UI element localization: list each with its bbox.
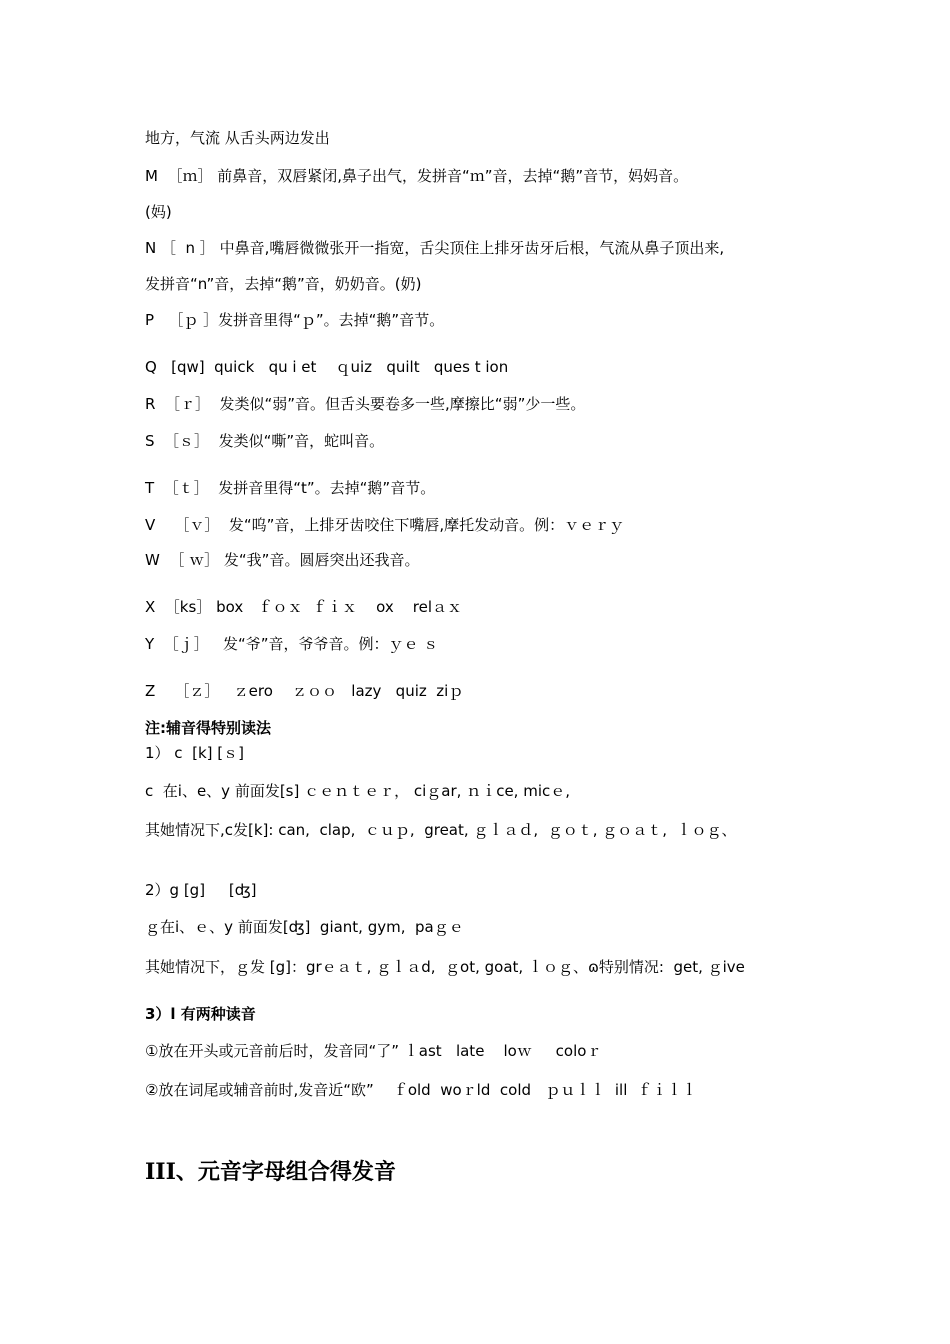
line-m-continued: (妈) <box>145 203 172 221</box>
section-l-heading: 3）l 有两种读音 <box>145 1005 256 1023</box>
line-l-clear: ①放在开头或元音前后时，发音同“了” ｌast late loｗ coloｒ <box>145 1042 602 1060</box>
line-y: Y ［ｊ］ 发“爷”音，爷爷音。例：ｙｅ ｓ <box>145 635 439 653</box>
line-q: Q [qw] quick qu i et ｑuiz quilt ques t ion <box>145 358 509 376</box>
line-n-continued: 发拼音“n”音，去掉“鹅”音，奶奶音。(奶) <box>145 275 422 293</box>
line-p: P ［ｐ ］发拼音里得“ｐ”。去掉“鹅”音节。 <box>145 311 445 329</box>
section-note-heading: 注:辅音得特别读法 <box>145 719 271 737</box>
line-g-hard: 其她情况下，ｇ发 [g]：grｅａｔ, ｇｌａd, ｇot, goat, ｌｏｇ、ɷ特别情况: get, ｇive <box>145 958 745 976</box>
line-l-dark: ②放在词尾或辅音前时,发音近“欧” ｆold woｒld cold ｐｕｌｌ ill ｆｉｌｌ <box>145 1081 697 1099</box>
line-c-soft: c 在i、e、y 前面发[s] ｃｅｎｔｅｒ， ciｇar, ｎｉce, micｅ, <box>145 782 570 800</box>
line-intro: 地方，气流 从舌头两边发出 <box>145 129 330 147</box>
line-g-soft: ｇ在i、ｅ、y 前面发[ʤ] giant, gym, paｇｅ <box>145 918 464 936</box>
line-c-hard: 其她情况下,c发[k]: can, clap, ｃｕｐ, great, ｇｌａｄ, ｇｏｔ, ｇｏａｔ, ｌｏｇ、 <box>145 821 737 839</box>
line-c-rule: 1） c [k] [ｓ] <box>145 744 244 762</box>
line-s: S ［ｓ］ 发类似“嘶”音，蛇叫音。 <box>145 432 385 450</box>
line-x: X ［ks］ box ｆｏｘ ｆｉｘ ox relａｘ <box>145 598 463 616</box>
line-v: V ［ｖ］ 发“呜”音，上排牙齿咬住下嘴唇,摩托发动音。例：ｖｅｒｙ <box>145 516 625 534</box>
line-t: T ［ｔ］ 发拼音里得“t”。去掉“鹅”音节。 <box>145 479 436 497</box>
line-z: Z ［ｚ］ ｚero ｚｏｏ lazy quiz ziｐ <box>145 682 464 700</box>
line-w: W ［ ｗ］ 发“我”音。圆唇突出还我音。 <box>145 551 420 569</box>
section-heading-vowel-combinations: III、元音字母组合得发音 <box>145 1159 396 1185</box>
line-m-description: M ［ｍ］ 前鼻音，双唇紧闭,鼻子出气，发拼音“ｍ”音，去掉“鹅”音节，妈妈音。 <box>145 167 689 185</box>
line-n-description: N ［ n ］ 中鼻音,嘴唇微微张开一指宽，舌尖顶住上排牙齿牙后根，气流从鼻子顶出来, <box>145 239 725 257</box>
line-g-rule: 2）g [g] [ʤ] <box>145 881 257 899</box>
line-r: R ［ｒ］ 发类似“弱”音。但舌头要卷多一些,摩擦比“弱”少一些。 <box>145 395 586 413</box>
